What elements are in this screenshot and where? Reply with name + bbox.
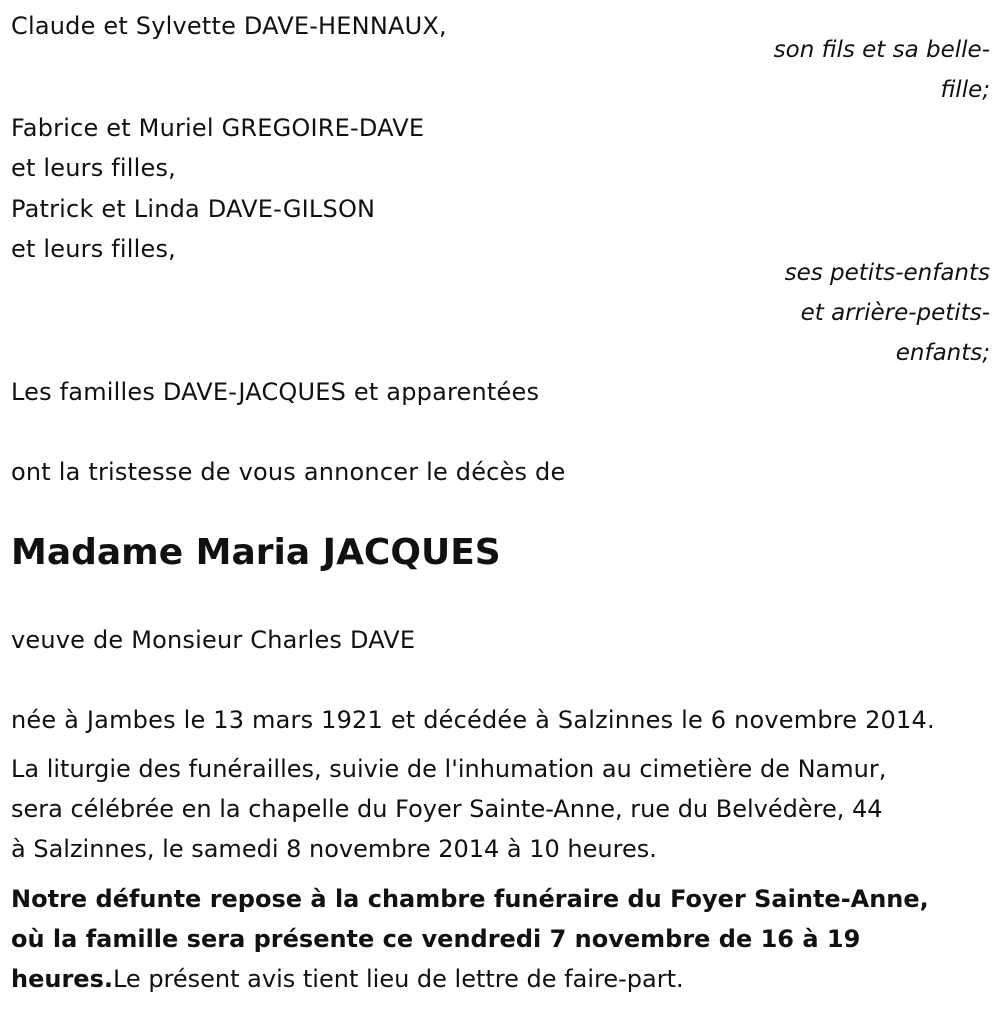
son-role-line-1: son fils et sa belle- — [773, 37, 990, 63]
grandchild-1-sub: et leurs filles, — [11, 154, 177, 182]
funeral-paragraph — [11, 749, 996, 869]
grandchild-2-sub: et leurs filles, — [11, 235, 177, 263]
son-role-line-2: fille; — [940, 77, 990, 103]
visitation-bold-end: heures. — [11, 965, 113, 993]
visitation-line-2: où la famille sera présente ce vendredi 7 novembre de 16 à 19 — [11, 925, 861, 953]
funeral-line-3: à Salzinnes, le samedi 8 novembre 2014 à 10 heures. — [11, 835, 657, 863]
funeral-line-2: sera célébrée en la chapelle du Foyer Sainte-Anne, rue du Belvédère, 44 — [11, 795, 883, 823]
families-line: Les familles DAVE-JACQUES et apparentées — [11, 378, 540, 406]
visitation-paragraph — [11, 879, 996, 999]
son-names: Claude et Sylvette DAVE-HENNAUX, — [11, 12, 447, 40]
visitation-line-1: Notre défunte repose à la chambre funéraire du Foyer Sainte-Anne, — [11, 885, 929, 913]
grandchildren-role-line-1: ses petits-enfants — [784, 260, 990, 286]
grandchildren-role-line-3: enfants; — [895, 340, 990, 366]
closing-note: Le présent avis tient lieu de lettre de faire-part. — [112, 965, 684, 993]
widow-of-line: veuve de Monsieur Charles DAVE — [11, 626, 416, 654]
grandchildren-role-line-2: et arrière-petits- — [800, 300, 990, 326]
funeral-line-1: La liturgie des funérailles, suivie de l'inhumation au cimetière de Namur, — [11, 755, 887, 783]
birth-death-line: née à Jambes le 13 mars 1921 et décédée à Salzinnes le 6 novembre 2014. — [11, 706, 935, 734]
deceased-name: Madame Maria JACQUES — [11, 532, 501, 573]
announcement-intro: ont la tristesse de vous annoncer le décès de — [11, 458, 566, 486]
grandchild-1-names: Fabrice et Muriel GREGOIRE-DAVE — [11, 114, 425, 142]
visitation-line-3 — [11, 959, 996, 999]
grandchild-2-names: Patrick et Linda DAVE-GILSON — [11, 195, 376, 223]
